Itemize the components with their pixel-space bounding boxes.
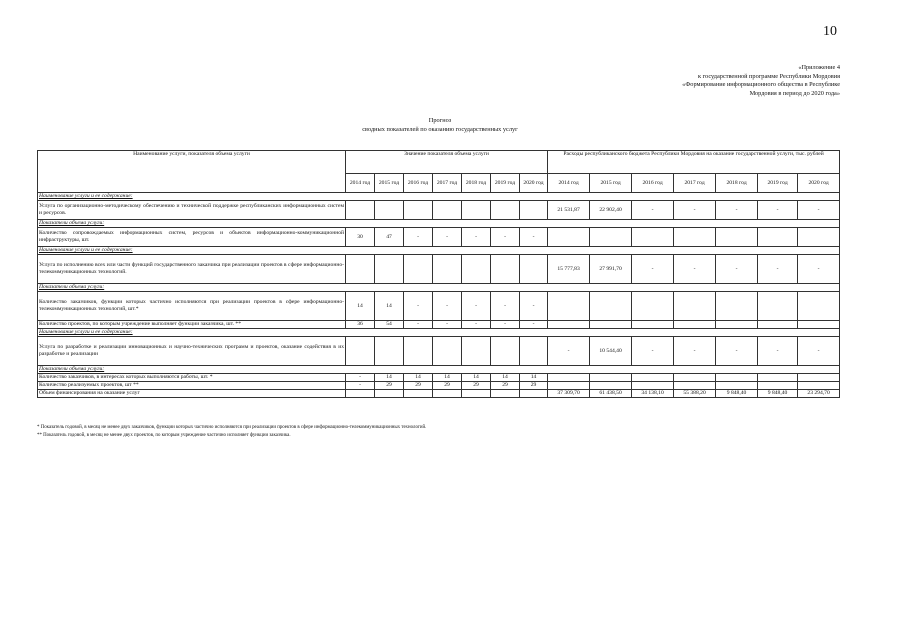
row-label: Количество реализуемых проектов, шт ** xyxy=(38,382,346,390)
value-cell xyxy=(520,390,548,398)
value-cell xyxy=(491,201,520,220)
expense-cell xyxy=(758,382,798,390)
section-row xyxy=(38,247,840,255)
value-cell: 29 xyxy=(462,382,491,390)
expense-cell xyxy=(716,292,758,321)
expense-cell: - xyxy=(716,337,758,366)
expense-cell xyxy=(758,374,798,382)
expense-cell xyxy=(590,374,632,382)
expense-cell xyxy=(758,228,798,247)
value-cell xyxy=(433,255,462,284)
expense-cell xyxy=(674,374,716,382)
row-label: Объем финансирования на оказание услуг xyxy=(38,390,346,398)
expense-cell: - xyxy=(758,337,798,366)
expense-cell xyxy=(548,292,590,321)
name-column-header: Наименование услуги, показателя объема услуги xyxy=(38,151,346,193)
value-cell xyxy=(375,337,404,366)
expense-year-header: 2015 год xyxy=(590,174,632,193)
expense-cell xyxy=(590,228,632,247)
expense-cell xyxy=(590,292,632,321)
row-label: Количество заказчиков, функции которых частично исполняются при реализации проектов в сфере информационно-телекоммуникационных технологий, шт.* xyxy=(38,292,346,321)
value-cell: - xyxy=(491,292,520,321)
value-cell: - xyxy=(404,292,433,321)
value-cell: 29 xyxy=(491,382,520,390)
values-group-header: Значение показателя объема услуги xyxy=(346,151,548,174)
expense-cell: - xyxy=(632,337,674,366)
value-year-header: 2020 год xyxy=(520,174,548,193)
table-row xyxy=(38,228,840,247)
expense-cell xyxy=(758,292,798,321)
expense-cell xyxy=(674,382,716,390)
section-label: Показатели объема услуги: xyxy=(38,220,840,228)
expense-cell xyxy=(716,321,758,329)
table-row xyxy=(38,201,840,220)
value-cell: 29 xyxy=(520,382,548,390)
value-cell xyxy=(346,337,375,366)
expense-year-header: 2020 год xyxy=(798,174,840,193)
expense-cell: - xyxy=(674,337,716,366)
value-cell: 14 xyxy=(462,374,491,382)
expense-cell xyxy=(632,292,674,321)
table-row xyxy=(38,390,840,398)
expense-cell xyxy=(716,382,758,390)
appendix-line: Мордовия в период до 2020 года» xyxy=(749,89,840,97)
table-body xyxy=(38,193,840,398)
expense-cell xyxy=(632,374,674,382)
forecast-table xyxy=(37,150,840,398)
expense-cell xyxy=(798,292,840,321)
row-label: Количество проектов, по которым учреждение выполняет функции заказчика, шт. ** xyxy=(38,321,346,329)
value-year-header: 2018 год xyxy=(462,174,491,193)
value-cell xyxy=(433,201,462,220)
value-cell xyxy=(375,390,404,398)
value-cell xyxy=(462,337,491,366)
value-cell: 47 xyxy=(375,228,404,247)
section-row xyxy=(38,220,840,228)
appendix-line: «Формирование информационного общества в Республике xyxy=(682,81,840,89)
expense-cell xyxy=(674,228,716,247)
value-cell: 29 xyxy=(404,382,433,390)
expense-cell xyxy=(798,228,840,247)
section-label: Показатели объема услуги: xyxy=(38,366,840,374)
section-row xyxy=(38,366,840,374)
document-title xyxy=(290,116,590,134)
table-row xyxy=(38,337,840,366)
expense-cell: 27 991,70 xyxy=(590,255,632,284)
value-cell: - xyxy=(433,321,462,329)
row-label: Количество сопровождаемых информационных систем, ресурсов и объектов информационно-коммуникационной инфраструктуры, шт. xyxy=(38,228,346,247)
value-cell: - xyxy=(346,374,375,382)
header-row xyxy=(38,151,840,174)
value-year-header: 2019 год xyxy=(491,174,520,193)
value-cell: - xyxy=(520,321,548,329)
value-cell xyxy=(520,201,548,220)
expense-cell xyxy=(716,228,758,247)
expense-cell xyxy=(632,382,674,390)
value-cell xyxy=(375,255,404,284)
value-cell xyxy=(346,390,375,398)
value-cell xyxy=(346,255,375,284)
expense-cell: - xyxy=(632,255,674,284)
expense-cell xyxy=(548,321,590,329)
title-line: Прогноз xyxy=(428,117,452,124)
footnote: * Показатель годовой, в месяц не менее двух заказчиков, функции которых частично исполняются при реализации проектов в сфере информационно-телекоммуникационных технологий. xyxy=(37,425,427,430)
expense-cell: - xyxy=(716,255,758,284)
expense-cell: 61 438,50 xyxy=(590,390,632,398)
value-cell xyxy=(520,337,548,366)
value-cell xyxy=(404,390,433,398)
expense-cell: 9 848,40 xyxy=(758,390,798,398)
expense-cell: - xyxy=(758,255,798,284)
value-cell xyxy=(375,201,404,220)
value-cell: - xyxy=(462,228,491,247)
section-label: Наименование услуги и ее содержание: xyxy=(38,329,840,337)
value-cell xyxy=(491,255,520,284)
footnotes xyxy=(37,424,837,439)
value-cell: - xyxy=(462,292,491,321)
value-cell xyxy=(346,201,375,220)
value-cell: - xyxy=(491,228,520,247)
value-cell xyxy=(404,201,433,220)
expense-cell xyxy=(758,321,798,329)
expense-year-header: 2016 год xyxy=(632,174,674,193)
expense-cell: - xyxy=(758,201,798,220)
value-year-header: 2017 год xyxy=(433,174,462,193)
expense-cell xyxy=(590,382,632,390)
expense-year-header: 2018 год xyxy=(716,174,758,193)
value-cell: 30 xyxy=(346,228,375,247)
expense-cell: 55 388,20 xyxy=(674,390,716,398)
value-cell xyxy=(491,337,520,366)
table-row xyxy=(38,255,840,284)
value-year-header: 2016 год xyxy=(404,174,433,193)
value-cell: 29 xyxy=(433,382,462,390)
value-cell: 29 xyxy=(375,382,404,390)
expense-year-header: 2014 год xyxy=(548,174,590,193)
expense-cell xyxy=(674,321,716,329)
expense-cell xyxy=(674,292,716,321)
row-label: Количество заказчиков, в интересах которых выполняются работы, шт. * xyxy=(38,374,346,382)
value-cell: 14 xyxy=(433,374,462,382)
section-label: Наименование услуги и ее содержание: xyxy=(38,193,840,201)
value-cell: - xyxy=(491,321,520,329)
value-cell: - xyxy=(520,228,548,247)
appendix-header xyxy=(600,64,840,98)
expense-cell xyxy=(632,228,674,247)
value-cell: 14 xyxy=(404,374,433,382)
value-cell: 14 xyxy=(375,292,404,321)
expense-cell: - xyxy=(716,201,758,220)
expense-cell xyxy=(548,374,590,382)
expense-cell: 23 294,70 xyxy=(798,390,840,398)
section-label: Наименование услуги и ее содержание: xyxy=(38,247,840,255)
value-cell: - xyxy=(433,292,462,321)
value-cell: 36 xyxy=(346,321,375,329)
title-line: сводных показателей по оказанию государственных услуг xyxy=(362,126,518,133)
appendix-line: к государственной программе Республики Мордовия xyxy=(697,72,840,80)
value-cell: - xyxy=(433,228,462,247)
row-label: Услуга по исполнению всех или части функций государственного заказчика при реализации проектов в сфере информационно-телекоммуникационных технологий. xyxy=(38,255,346,284)
table-row xyxy=(38,321,840,329)
expense-cell xyxy=(716,374,758,382)
footnote: ** Показатель годовой, в месяц не менее двух проектов, по которым учреждение частично исполняет функции заказчика. xyxy=(37,432,291,438)
expense-cell: - xyxy=(674,255,716,284)
value-cell: - xyxy=(462,321,491,329)
expense-cell: - xyxy=(798,201,840,220)
expense-cell: - xyxy=(798,255,840,284)
value-cell xyxy=(433,337,462,366)
expense-cell: - xyxy=(674,201,716,220)
table-row xyxy=(38,374,840,382)
value-cell: 14 xyxy=(346,292,375,321)
value-cell xyxy=(462,255,491,284)
value-cell: 14 xyxy=(520,374,548,382)
table-row xyxy=(38,292,840,321)
section-row xyxy=(38,284,840,292)
expense-cell: - xyxy=(548,337,590,366)
appendix-line: «Приложение 4 xyxy=(798,64,840,71)
expense-cell xyxy=(548,228,590,247)
value-cell xyxy=(462,201,491,220)
value-cell xyxy=(404,255,433,284)
table-row xyxy=(38,382,840,390)
row-label: Услуга по разработке и реализации инновационных и научно-технических программ и проектов, оказание содействия в их разработке и реализации xyxy=(38,337,346,366)
value-cell: - xyxy=(404,321,433,329)
value-cell: - xyxy=(520,292,548,321)
section-label: Показатели объема услуги: xyxy=(38,284,840,292)
expense-cell xyxy=(798,374,840,382)
value-year-header: 2015 год xyxy=(375,174,404,193)
expense-cell: 22 902,40 xyxy=(590,201,632,220)
expense-year-header: 2017 год xyxy=(674,174,716,193)
page-number: 10 xyxy=(823,24,837,39)
expense-cell: 10 544,40 xyxy=(590,337,632,366)
expense-cell: 21 531,87 xyxy=(548,201,590,220)
value-year-header: 2014 год xyxy=(346,174,375,193)
section-row xyxy=(38,193,840,201)
expenses-group-header: Расходы республиканского бюджета Республики Мордовия на оказание государственной услуги, тыс. рублей xyxy=(548,151,840,174)
value-cell xyxy=(462,390,491,398)
expense-cell: 9 848,40 xyxy=(716,390,758,398)
section-row xyxy=(38,329,840,337)
expense-cell xyxy=(798,321,840,329)
expense-cell xyxy=(798,382,840,390)
value-cell: - xyxy=(346,382,375,390)
value-cell: 14 xyxy=(375,374,404,382)
expense-cell xyxy=(590,321,632,329)
expense-cell: 37 309,70 xyxy=(548,390,590,398)
expense-cell: - xyxy=(632,201,674,220)
value-cell: 54 xyxy=(375,321,404,329)
value-cell xyxy=(433,390,462,398)
expense-cell: 15 777,83 xyxy=(548,255,590,284)
value-cell xyxy=(520,255,548,284)
expense-cell xyxy=(548,382,590,390)
value-cell: 14 xyxy=(491,374,520,382)
value-cell xyxy=(404,337,433,366)
expense-cell: 34 138,10 xyxy=(632,390,674,398)
value-cell: - xyxy=(404,228,433,247)
expense-cell: - xyxy=(798,337,840,366)
expense-year-header: 2019 год xyxy=(758,174,798,193)
row-label: Услуга по организационно-методическому обеспечению и технической поддержке республиканских информационных систем и ресурсов. xyxy=(38,201,346,220)
value-cell xyxy=(491,390,520,398)
expense-cell xyxy=(632,321,674,329)
